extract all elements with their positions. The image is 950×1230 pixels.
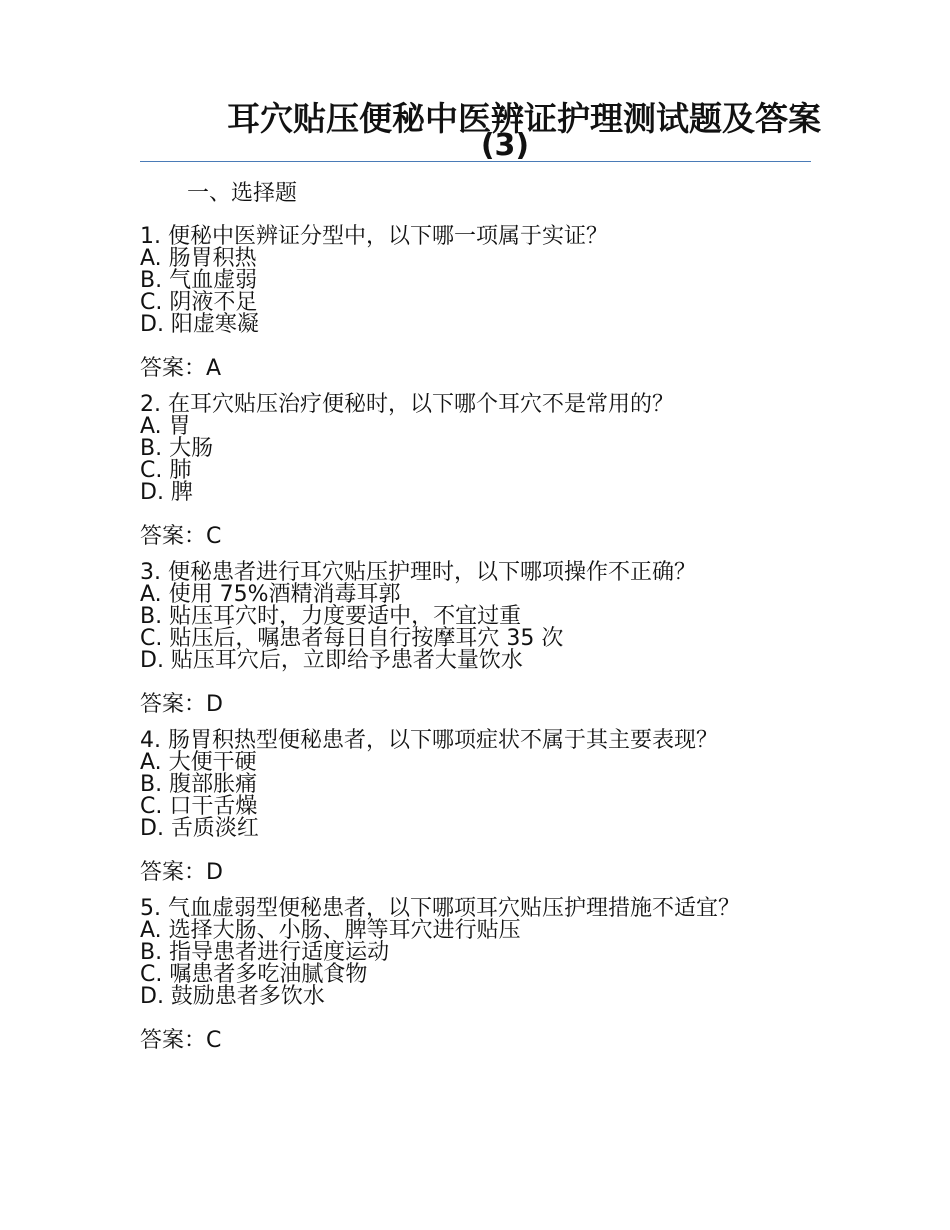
answer-line: 答案：C (140, 1028, 222, 1053)
question-stem: 5. 气血虚弱型便秘患者，以下哪项耳穴贴压护理措施不适宜？ (140, 896, 740, 921)
option-c: C. 嘱患者多吃油腻食物 (140, 962, 368, 987)
answer-line: 答案：C (140, 524, 222, 549)
question-stem: 3. 便秘患者进行耳穴贴压护理时，以下哪项操作不正确？ (140, 560, 696, 585)
option-a: A. 使用 75%酒精消毒耳郭 (140, 582, 401, 607)
question-stem: 2. 在耳穴贴压治疗便秘时，以下哪个耳穴不是常用的？ (140, 392, 674, 417)
option-a: A. 胃 (140, 414, 191, 439)
option-a: A. 肠胃积热 (140, 246, 257, 271)
option-b: B. 大肠 (140, 436, 214, 461)
option-d: D. 脾 (140, 480, 193, 505)
option-c: C. 肺 (140, 458, 192, 483)
question-4 (140, 730, 800, 886)
option-d: D. 鼓励患者多饮水 (140, 984, 325, 1009)
option-c: C. 贴压后，嘱患者每日自行按摩耳穴 35 次 (140, 626, 564, 651)
option-d: D. 阳虚寒凝 (140, 312, 259, 337)
question-list (140, 226, 800, 1066)
question-1 (140, 226, 800, 382)
question-2 (140, 394, 800, 550)
question-3 (140, 562, 800, 718)
question-stem: 1. 便秘中医辨证分型中，以下哪一项属于实证？ (140, 224, 608, 249)
option-c: C. 阴液不足 (140, 290, 258, 315)
option-b: B. 指导患者进行适度运动 (140, 940, 390, 965)
title-main-line: 耳穴贴压便秘中医辨证护理测试题及答案 (227, 99, 821, 138)
option-d: D. 贴压耳穴后，立即给予患者大量饮水 (140, 648, 523, 673)
answer-line: 答案：D (140, 860, 223, 885)
option-b: B. 腹部胀痛 (140, 772, 258, 797)
answer-line: 答案：D (140, 692, 223, 717)
option-c: C. 口干舌燥 (140, 794, 258, 819)
option-a: A. 选择大肠、小肠、脾等耳穴进行贴压 (140, 918, 521, 943)
option-b: B. 气血虚弱 (140, 268, 258, 293)
document-title (140, 99, 860, 164)
option-a: A. 大便干硬 (140, 750, 257, 775)
section-heading: 一、选择题 (187, 181, 298, 206)
title-number-line: (3) (480, 128, 530, 163)
question-5 (140, 898, 800, 1054)
answer-line: 答案：A (140, 356, 222, 381)
option-b: B. 贴压耳穴时，力度要适中，不宜过重 (140, 604, 522, 629)
question-stem: 4. 肠胃积热型便秘患者，以下哪项症状不属于其主要表现？ (140, 728, 718, 753)
option-d: D. 舌质淡红 (140, 816, 259, 841)
title-divider (140, 161, 811, 162)
